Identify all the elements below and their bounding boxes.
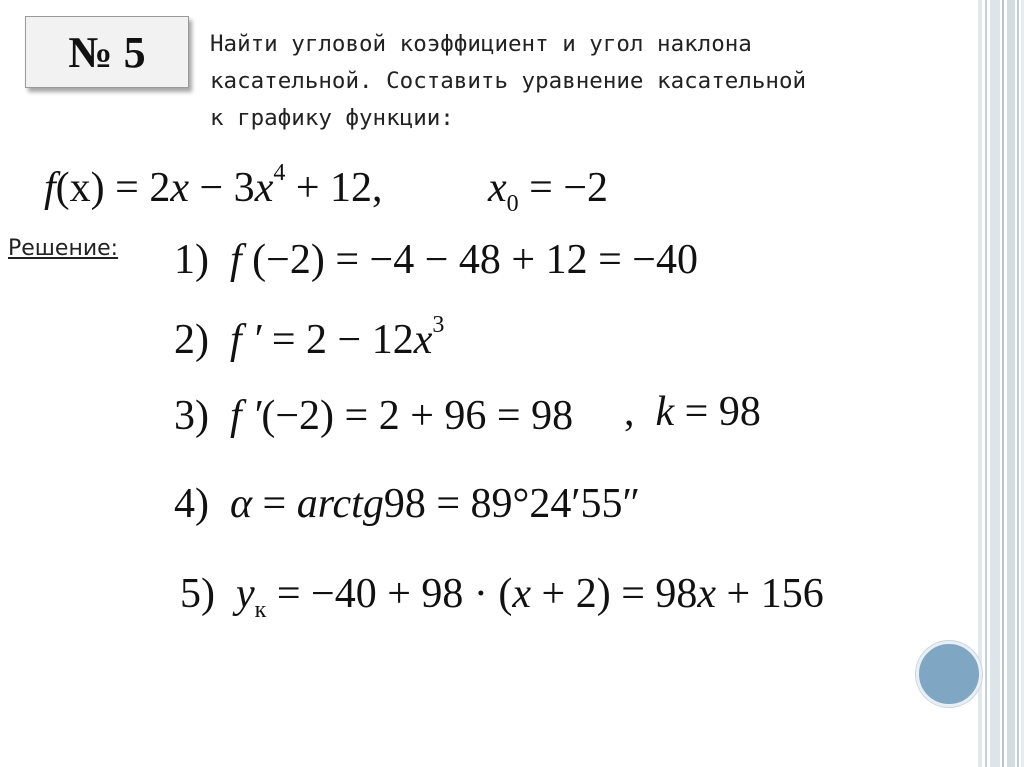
step-expression: (−2) = 2 + 96 = 98	[261, 393, 574, 439]
arctg-function: arctg	[296, 481, 384, 527]
variable: x	[254, 165, 274, 211]
step-expression: (−2) = −4 − 48 + 12 = −40	[241, 237, 698, 283]
problem-text-line: Найти угловой коэффициент и угол наклона	[210, 31, 752, 57]
variable: x	[170, 165, 189, 211]
decorative-circle	[916, 641, 982, 707]
problem-number-box	[25, 16, 189, 88]
variable: x	[413, 317, 433, 363]
variable: x	[697, 571, 717, 617]
step-expression: + 156	[716, 571, 824, 617]
exponent: 4	[273, 160, 286, 186]
step-number: 1)	[174, 237, 209, 283]
slope-value: = 98	[674, 389, 761, 435]
solution-step-1	[174, 236, 698, 284]
solution-step-2	[174, 312, 445, 364]
problem-statement	[210, 26, 980, 137]
step-expression: = −40 + 98 · (	[266, 571, 513, 617]
term: + 12,	[285, 165, 383, 211]
slope-result	[624, 388, 761, 436]
variable: x	[512, 571, 532, 617]
solution-step-5	[180, 570, 824, 623]
step-expression: = 2 − 12	[261, 317, 414, 363]
solution-step-4	[174, 480, 640, 528]
equals: =	[252, 481, 297, 527]
decorative-stripes	[978, 0, 1024, 767]
step-number: 5)	[180, 571, 215, 617]
problem-number: № 5	[68, 27, 146, 77]
exponent: 3	[432, 312, 445, 338]
solution-label: Решение:	[8, 236, 119, 261]
step-number: 2)	[174, 317, 209, 363]
function-symbol: f	[230, 237, 242, 283]
function-definition	[44, 160, 383, 212]
problem-text-line: к графику функции:	[210, 105, 454, 131]
function-symbol: f	[44, 165, 56, 211]
subscript: 0	[506, 191, 519, 217]
function-argument: (x)	[55, 165, 105, 211]
term: = 2	[104, 165, 171, 211]
derivative-symbol: f ′	[230, 393, 262, 439]
step-number: 4)	[174, 481, 209, 527]
angle-symbol: α	[230, 481, 253, 527]
term: − 3	[189, 165, 255, 211]
solution-step-3	[174, 392, 573, 440]
step-number: 3)	[174, 393, 209, 439]
slope-symbol: k	[655, 389, 675, 435]
tangent-symbol: y	[236, 571, 255, 617]
problem-text-line: касательной. Составить уравнение касательной	[210, 68, 807, 94]
subscript: к	[254, 597, 267, 623]
x0-definition	[488, 164, 609, 217]
step-expression: 98 = 89°24′55″	[383, 481, 641, 527]
separator: ,	[624, 389, 635, 435]
x0-value: = −2	[518, 165, 609, 211]
variable: x	[488, 165, 507, 211]
step-expression: + 2) = 98	[531, 571, 698, 617]
derivative-symbol: f ′	[230, 317, 262, 363]
